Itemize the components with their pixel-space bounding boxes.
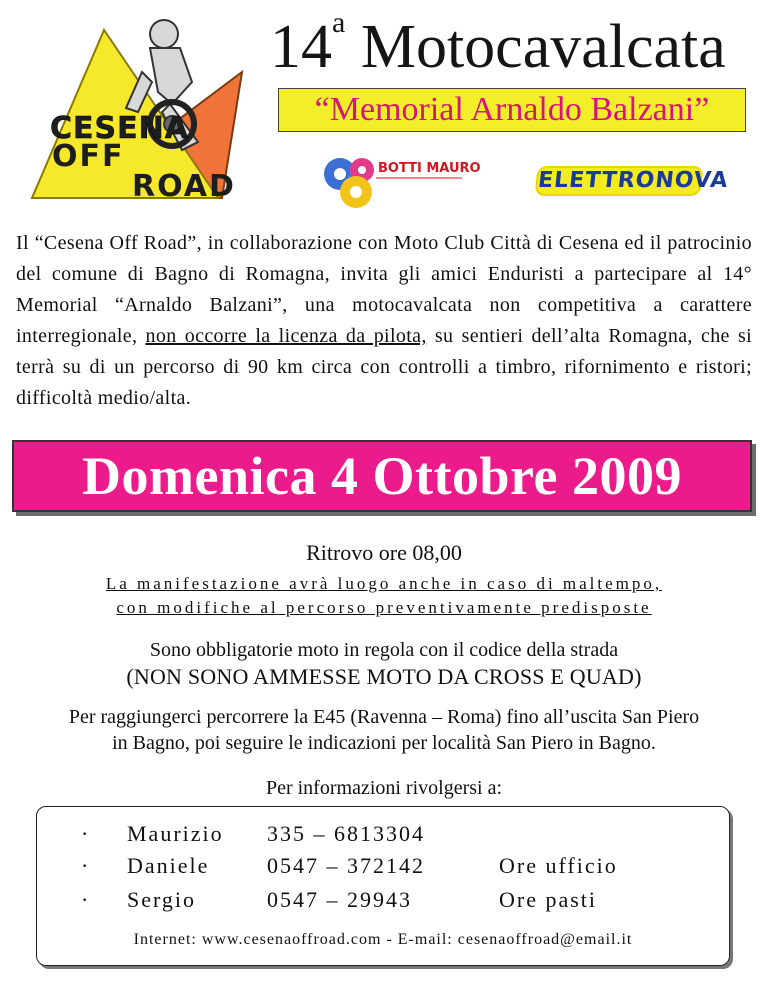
edition-suffix: a [332,6,346,39]
contact-phone: 335 – 6813304 [267,821,425,846]
bullet: · [81,853,91,878]
contact-phone: 0547 – 372142 [267,853,425,878]
sponsor-elettronova-logo: ELETTRONOVA [534,166,703,196]
weather-notice-line-2 [0,596,768,620]
logo-text-off: OFF [52,139,125,174]
bullet: · [81,887,91,912]
contact-note: Ore ufficio [499,853,618,878]
contact-phone: 0547 – 29943 [267,887,412,912]
rules-line-2: (NON SONO AMMESSE MOTO DA CROSS E QUAD) [126,664,642,689]
contact-row [37,849,729,883]
gear-icon [324,158,374,208]
edition-number: 14 [270,13,332,81]
logo-text-road: ROAD [132,169,236,204]
directions-line-2: in Bagno, poi seguire le indicazioni per località San Piero in Bagno. [112,732,656,754]
sponsor-botti-mauro-logo [318,152,481,212]
sponsor-botti-mauro-name: BOTTI MAURO [378,161,481,176]
logo-text-cesena: CESENA [50,111,189,146]
rules-line-1: Sono obbligatorie moto in regola con il codice della strada [149,639,619,661]
intro-paragraph [16,228,752,414]
footer-contacts: Internet: www.cesenaoffroad.com - E-mail: cesenaoffroad@email.it [133,931,633,948]
contact-name: Daniele [127,853,210,878]
intro-text-end: su sentieri dell’alta Romagna, che si terrà su di un percorso di 90 km circa con controlli a timbro, rifornimento e ristori; difficoltà medio/alta. [16,325,753,409]
info-heading: Per informazioni rivolgersi a: [265,777,503,799]
intro-text-license-note: non occorre la licenza da pilota, [145,325,427,347]
weather-notice-line-1 [0,572,768,596]
contact-name: Maurizio [127,821,224,846]
weather-notice-text-2: con modifiche al percorso preventivamente predisposte [116,598,652,617]
memorial-banner: “Memorial Arnaldo Balzani” [278,88,746,132]
contact-row [37,883,729,917]
event-date-banner: Domenica 4 Ottobre 2009 [12,440,752,512]
contact-note: Ore pasti [499,887,598,912]
contact-name: Sergio [127,887,197,912]
title-text: Motocavalcata [360,13,726,81]
page-title [270,6,760,84]
meeting-time: Ritrovo ore 08,00 [306,540,462,565]
cesena-off-road-logo [22,12,258,202]
bullet: · [81,821,91,846]
contacts-box [36,806,730,966]
intro-text-start: Il “Cesena Off Road”, in collaborazione con Moto Club Città di Cesena ed il patrocinio del comune di Bagno di Romagna, invita gli amici Enduristi a partecipare al 14° Memorial “Arnaldo Balzani”, una motocavalcata non competitiva a carattere interregionale, [16,232,752,347]
weather-notice-text-1: La manifestazione avrà luogo anche in caso di maltempo, [105,574,663,593]
directions-line-1: Per raggiungerci percorrere la E45 (Ravenna – Roma) fino all’uscita San Piero [68,706,700,728]
contact-row [37,817,729,851]
